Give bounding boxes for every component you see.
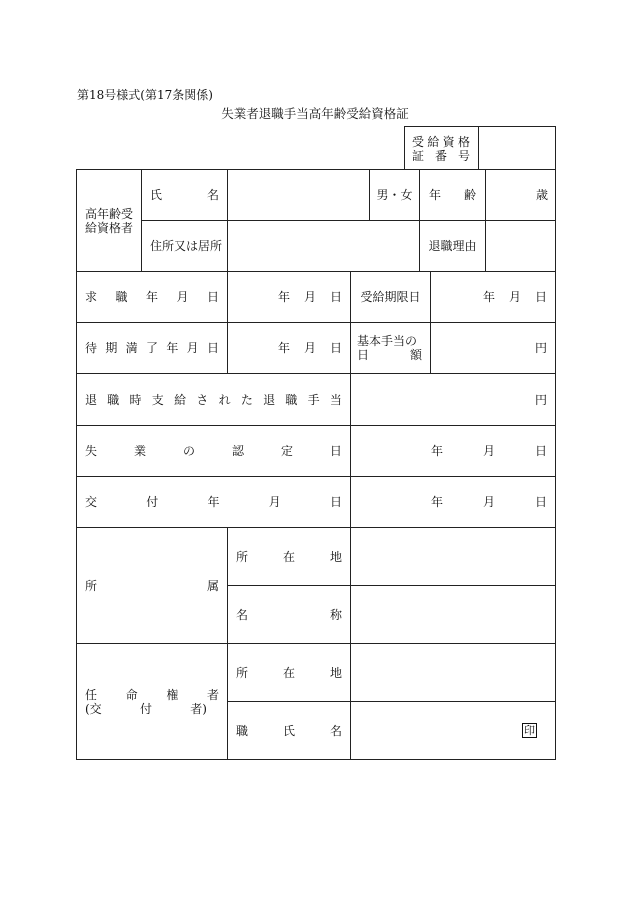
affiliation-location-field[interactable] xyxy=(351,528,555,585)
job-application-date-label: 求 職 年 月 日 xyxy=(85,290,219,304)
job-application-date-field[interactable]: 年 月 日 xyxy=(277,290,342,304)
address-field[interactable] xyxy=(228,221,419,271)
age-label: 年 齢 xyxy=(429,188,476,202)
affiliation-designation-field[interactable] xyxy=(351,586,555,643)
cert-number-label-line1: 受 給 資 格 xyxy=(412,134,470,149)
title-and-name-label: 職 氏 名 xyxy=(236,723,342,738)
retirement-allowance-paid-label: 退 職 時 支 給 さ れ た 退 職 手 当 xyxy=(85,392,342,407)
unemployment-certification-date-label: 失 業 の 認 定 日 xyxy=(85,444,342,458)
name-label: 氏 名 xyxy=(150,188,219,202)
appointing-authority-label xyxy=(77,644,227,759)
elderly-qualifier-label: 高年齢受 給資格者 xyxy=(84,206,133,235)
cert-number-label xyxy=(404,128,478,169)
basic-allowance-label: 基本手当の 日 額 xyxy=(357,334,422,362)
authority-location-field[interactable] xyxy=(351,644,555,701)
cert-number-field[interactable] xyxy=(479,127,555,169)
affiliation-designation-label: 名 称 xyxy=(236,607,342,622)
form-number: 第18号様式(第17条関係) xyxy=(77,88,213,102)
basic-allowance-field[interactable]: 円 xyxy=(534,341,547,355)
cert-number-label-line2: 証 番 号 xyxy=(412,148,470,163)
waiting-period-end-label: 待 期 満 了 年 月 日 xyxy=(85,341,219,355)
authority-location-label: 所 在 地 xyxy=(236,665,342,680)
issue-date-field[interactable]: 年 月 日 xyxy=(430,495,547,509)
name-field[interactable] xyxy=(228,170,369,220)
affiliation-label: 所 属 xyxy=(85,578,219,593)
form-title: 失業者退職手当高年齢受給資格証 xyxy=(221,106,409,121)
retirement-reason-field[interactable] xyxy=(486,221,555,271)
address-label: 住所又は居所 xyxy=(150,239,223,253)
waiting-period-end-field[interactable]: 年 月 日 xyxy=(277,341,342,355)
benefit-deadline-field[interactable]: 年 月 日 xyxy=(482,290,547,304)
unemployment-certification-date-field[interactable]: 年 月 日 xyxy=(430,444,547,458)
title-and-name-field[interactable] xyxy=(351,702,555,759)
affiliation-location-label: 所 在 地 xyxy=(236,549,342,564)
retirement-reason-label: 退職理由 xyxy=(428,239,477,253)
age-unit: 歳 xyxy=(535,188,548,202)
gender-options[interactable]: 男・女 xyxy=(376,188,413,202)
seal-mark: 印 xyxy=(524,724,535,737)
age-field[interactable] xyxy=(486,170,555,220)
benefit-deadline-label: 受給期限日 xyxy=(360,290,421,304)
appointing-authority-line: 任 命 権 者 xyxy=(85,687,219,702)
issue-date-label: 交 付 年 月 日 xyxy=(85,495,342,509)
issuer-line: (交 付 者) xyxy=(85,701,207,716)
retirement-allowance-paid-field[interactable]: 円 xyxy=(534,392,547,407)
